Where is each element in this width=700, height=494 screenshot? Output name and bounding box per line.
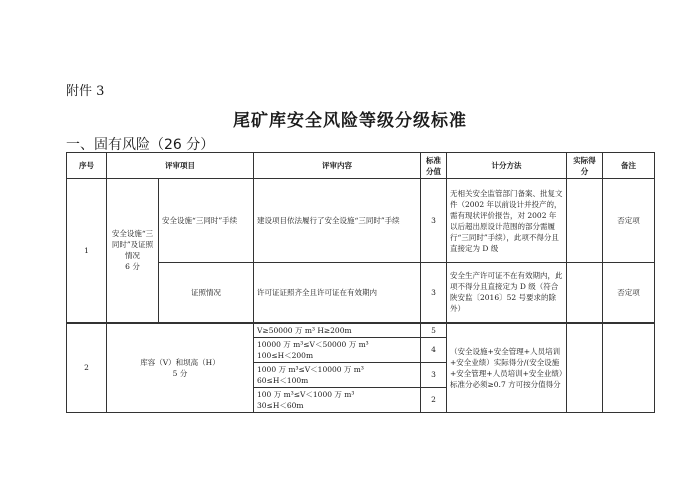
row1-group-points: 6 分	[125, 262, 140, 272]
row2-note	[603, 323, 655, 413]
section-title: 一、固有风险（26 分）	[66, 137, 215, 153]
row1-sub1-note: 否定项	[603, 179, 655, 263]
row1-sub2-method: 安全生产许可证不在有效期内，此项不得分且直接定为 D 级（符合陕安监〔2016〕52 号要求的除外）	[447, 263, 567, 323]
header-score: 标准分值	[421, 153, 447, 179]
row1-sub1-content: 建设项目依法履行了安全设施“三同时”手续	[254, 179, 421, 263]
header-content: 评审内容	[254, 153, 421, 179]
attachment-label: 附件 3	[66, 84, 105, 99]
row2-level-1-score: 5	[421, 323, 447, 338]
risk-standard-table	[66, 152, 655, 413]
row2-level-3	[254, 362, 421, 387]
row1-sub1-actual	[567, 179, 603, 263]
row2-level-4	[254, 387, 421, 412]
row1-sub2-content: 许可证证照齐全且许可证在有效期内	[254, 263, 421, 323]
row2-level-1-line1: V≥50000 万 m³ H≥200m	[257, 325, 352, 335]
row1-sub2-score: 3	[421, 263, 447, 323]
row2-level-4-score: 2	[421, 387, 447, 412]
row2-level-1	[254, 323, 421, 338]
row1-sub2-note: 否定项	[603, 263, 655, 323]
header-item: 评审项目	[107, 153, 254, 179]
document-title: 尾矿库安全风险等级分级标准	[233, 111, 467, 131]
row1-group-label: 安全设施“三同时”及证照情况	[111, 229, 154, 261]
row2-level-4-line2: 30≤H＜60m	[257, 400, 304, 410]
row2-level-3-line1: 1000 万 m³≤V＜10000 万 m³	[257, 364, 364, 374]
row1-sub2-actual	[567, 263, 603, 323]
row2-level-4-line1: 100 万 m³≤V＜1000 万 m³	[257, 389, 355, 399]
row2-seq: 2	[67, 323, 107, 413]
header-method: 计分方法	[447, 153, 567, 179]
row2-level-3-line2: 60≤H＜100m	[257, 375, 309, 385]
row2-level-3-score: 3	[421, 362, 447, 387]
row1-sub1-item: 安全设施“三同时”手续	[159, 179, 254, 263]
row2-item-label: 库容（V）和坝高（H）	[140, 357, 220, 367]
row1-sub2-item: 证照情况	[159, 263, 254, 323]
header-actual: 实际得分	[567, 153, 603, 179]
row2-method: （安全设施+安全管理+人员培训+安全业绩）实际得分/(安全设施+安全管理+人员培训+安全业绩）标准分必须≥0.7 方可按分值得分	[447, 323, 567, 413]
row2-actual	[567, 323, 603, 413]
row2-level-2-line2: 100≤H＜200m	[257, 350, 314, 360]
row2-level-2-score: 4	[421, 337, 447, 362]
row2-item	[107, 323, 254, 413]
row1-seq: 1	[67, 179, 107, 323]
row1-sub1-method: 无相关安全监管部门备案、批复文件（2002 年以前设计并投产的，需有现状评价报告，对 2002 年以后超出原设计范围的部分需履行“三同时”手续），此项不得分且直接定为 D 级	[447, 179, 567, 263]
row1-group	[107, 179, 159, 323]
header-seq: 序号	[67, 153, 107, 179]
row2-item-points: 5 分	[172, 368, 188, 378]
row2-level-2	[254, 337, 421, 362]
header-note: 备注	[603, 153, 655, 179]
row2-level-2-line1: 10000 万 m³≤V＜50000 万 m³	[257, 339, 369, 349]
row1-sub1-score: 3	[421, 179, 447, 263]
